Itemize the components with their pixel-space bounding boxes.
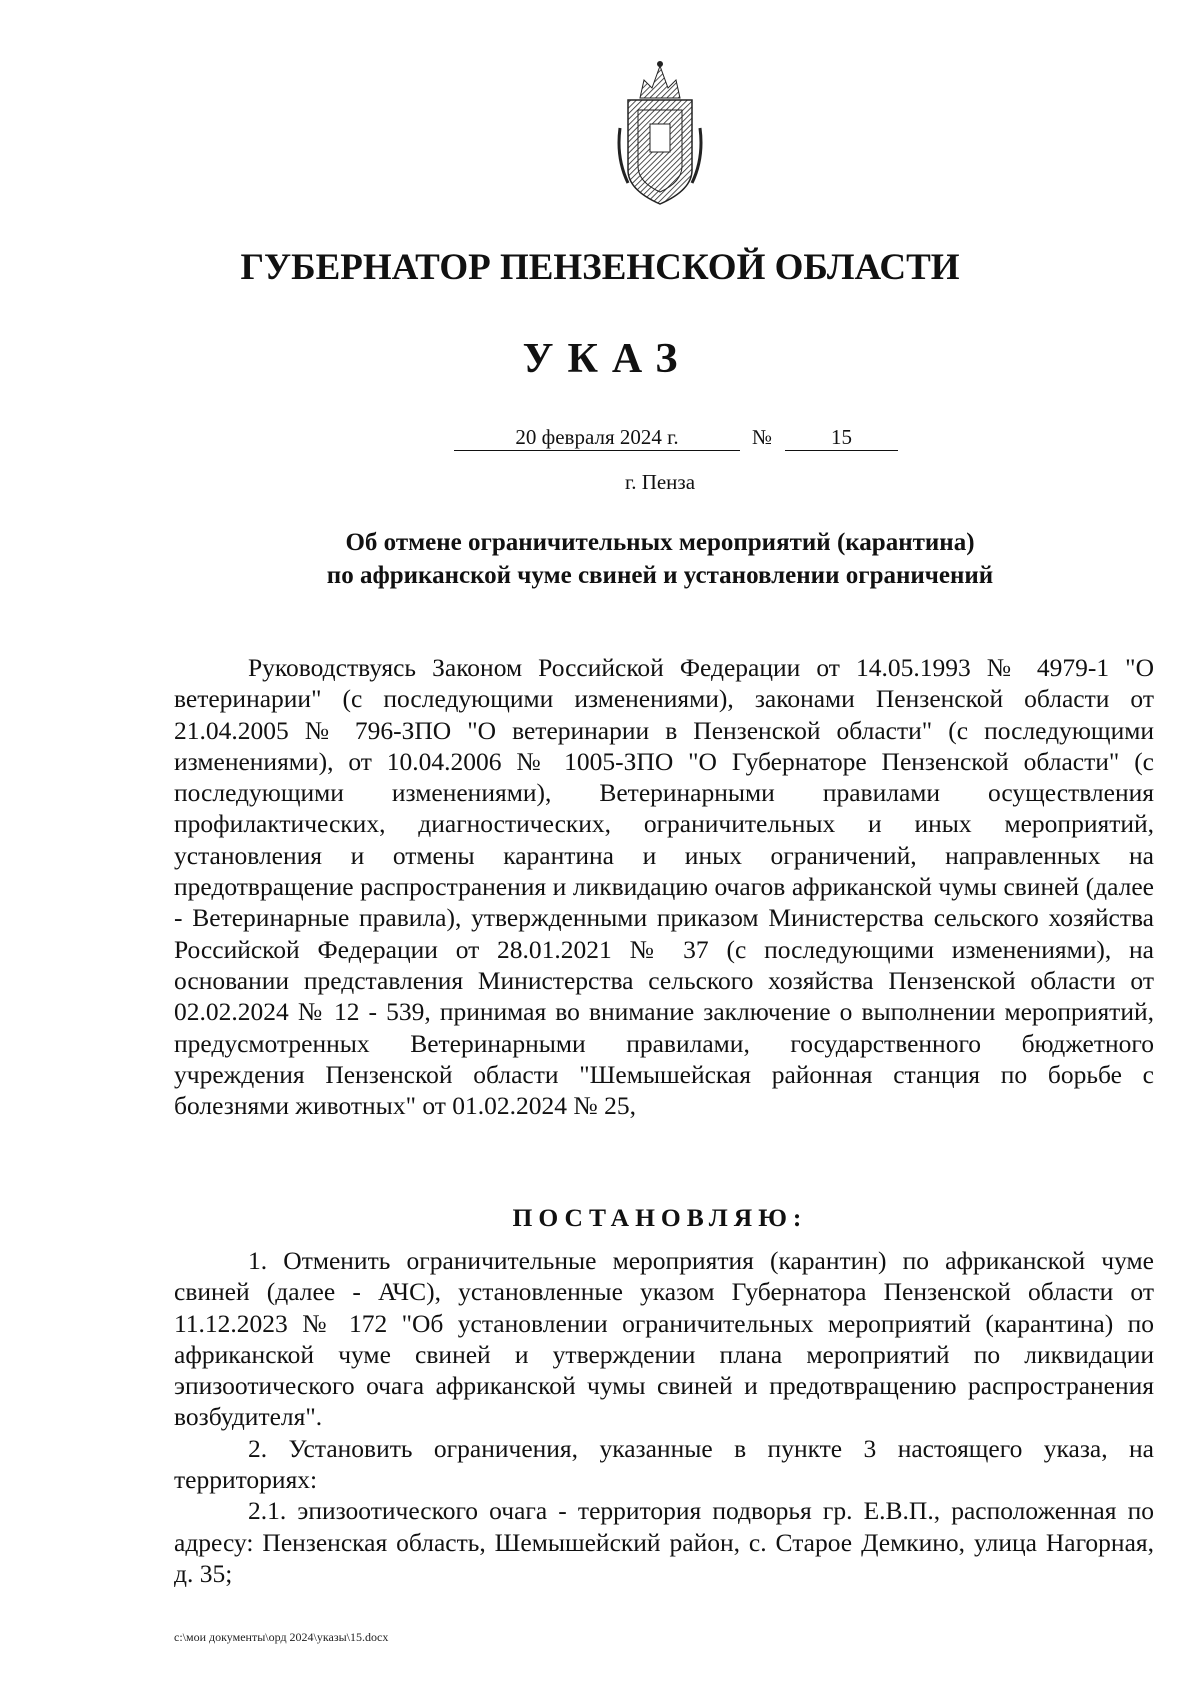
subject-line-1: Об отмене ограничительных мероприятий (карантина) — [345, 529, 975, 556]
document-type: УКАЗ — [522, 336, 692, 382]
point-2-1: 2.1. эпизоотического очага - территория подворья гр. Е.В.П., расположенная по адресу: Пензенская область, Шемышейский район, с. Старое Демкино, улица Нагорная, д. 35; — [174, 1496, 1154, 1588]
point-2: 2. Установить ограничения, указанные в пункте 3 настоящего указа, на территориях: — [174, 1433, 1154, 1495]
number-sign: № — [752, 425, 773, 449]
document-number: 15 — [785, 424, 898, 451]
subject-line-2: по африканской чуме свиней и установлении ограничений — [326, 562, 994, 589]
decree-points — [174, 1245, 1154, 1589]
preamble-paragraph: Руководствуясь Законом Российской Федерации от 14.05.1993 № 4979-1 "О ветеринарии" (с последующими изменениями), законами Пензенской области от 21.04.2005 № 796-ЗПО "О ветеринарии в Пензенской области" (с последующими изменениями), от 10.04.2006 № 1005-ЗПО "О Губернаторе Пензенской области" (с последующими изменениями), Ветеринарными правилами осуществления профилактических, диагностических, ограничительных и иных мероприятий, установления и отмены карантина и иных ограничений, направленных на предотвращение распространения и ликвидацию очагов африканской чумы свиней (далее - Ветеринарные правила), утвержденными приказом Министерства сельского хозяйства Российской Федерации от 28.01.2021 № 37 (с последующими изменениями), на основании представления Министерства сельского хозяйства Пензенской области от 02.02.2024 № 12 - 539, принимая во внимание заключение о выполнении мероприятий, предусмотренных Ветеринарными правилами, государственного бюджетного учреждения Пензенской области "Шемышейская районная станция по борьбе с болезнями животных" от 01.02.2024 № 25, — [174, 653, 1154, 1121]
issuing-authority: ГУБЕРНАТОР ПЕНЗЕНСКОЙ ОБЛАСТИ — [240, 247, 960, 288]
file-path-footer: c:\мои документы\орд 2024\указы\15.docx — [174, 1630, 389, 1644]
document-subject — [0, 526, 1200, 592]
point-1: 1. Отменить ограничительные мероприятия (карантин) по африканской чуме свиней (далее - АЧС), установленные указом Губернатора Пензенской области от 11.12.2023 № 172 "Об установлении ограничительных мероприятий (карантина) по африканской чуме свиней и утверждении плана мероприятий по ликвидации эпизоотического очага африканской чумы свиней и предотвращению распространения возбудителя". — [174, 1246, 1154, 1432]
document-date: 20 февраля 2024 г. — [454, 424, 740, 451]
decree-heading: ПОСТАНОВЛЯЮ: — [512, 1203, 808, 1232]
document-city: г. Пенза — [624, 470, 696, 494]
coat-of-arms-emblem — [610, 58, 710, 213]
